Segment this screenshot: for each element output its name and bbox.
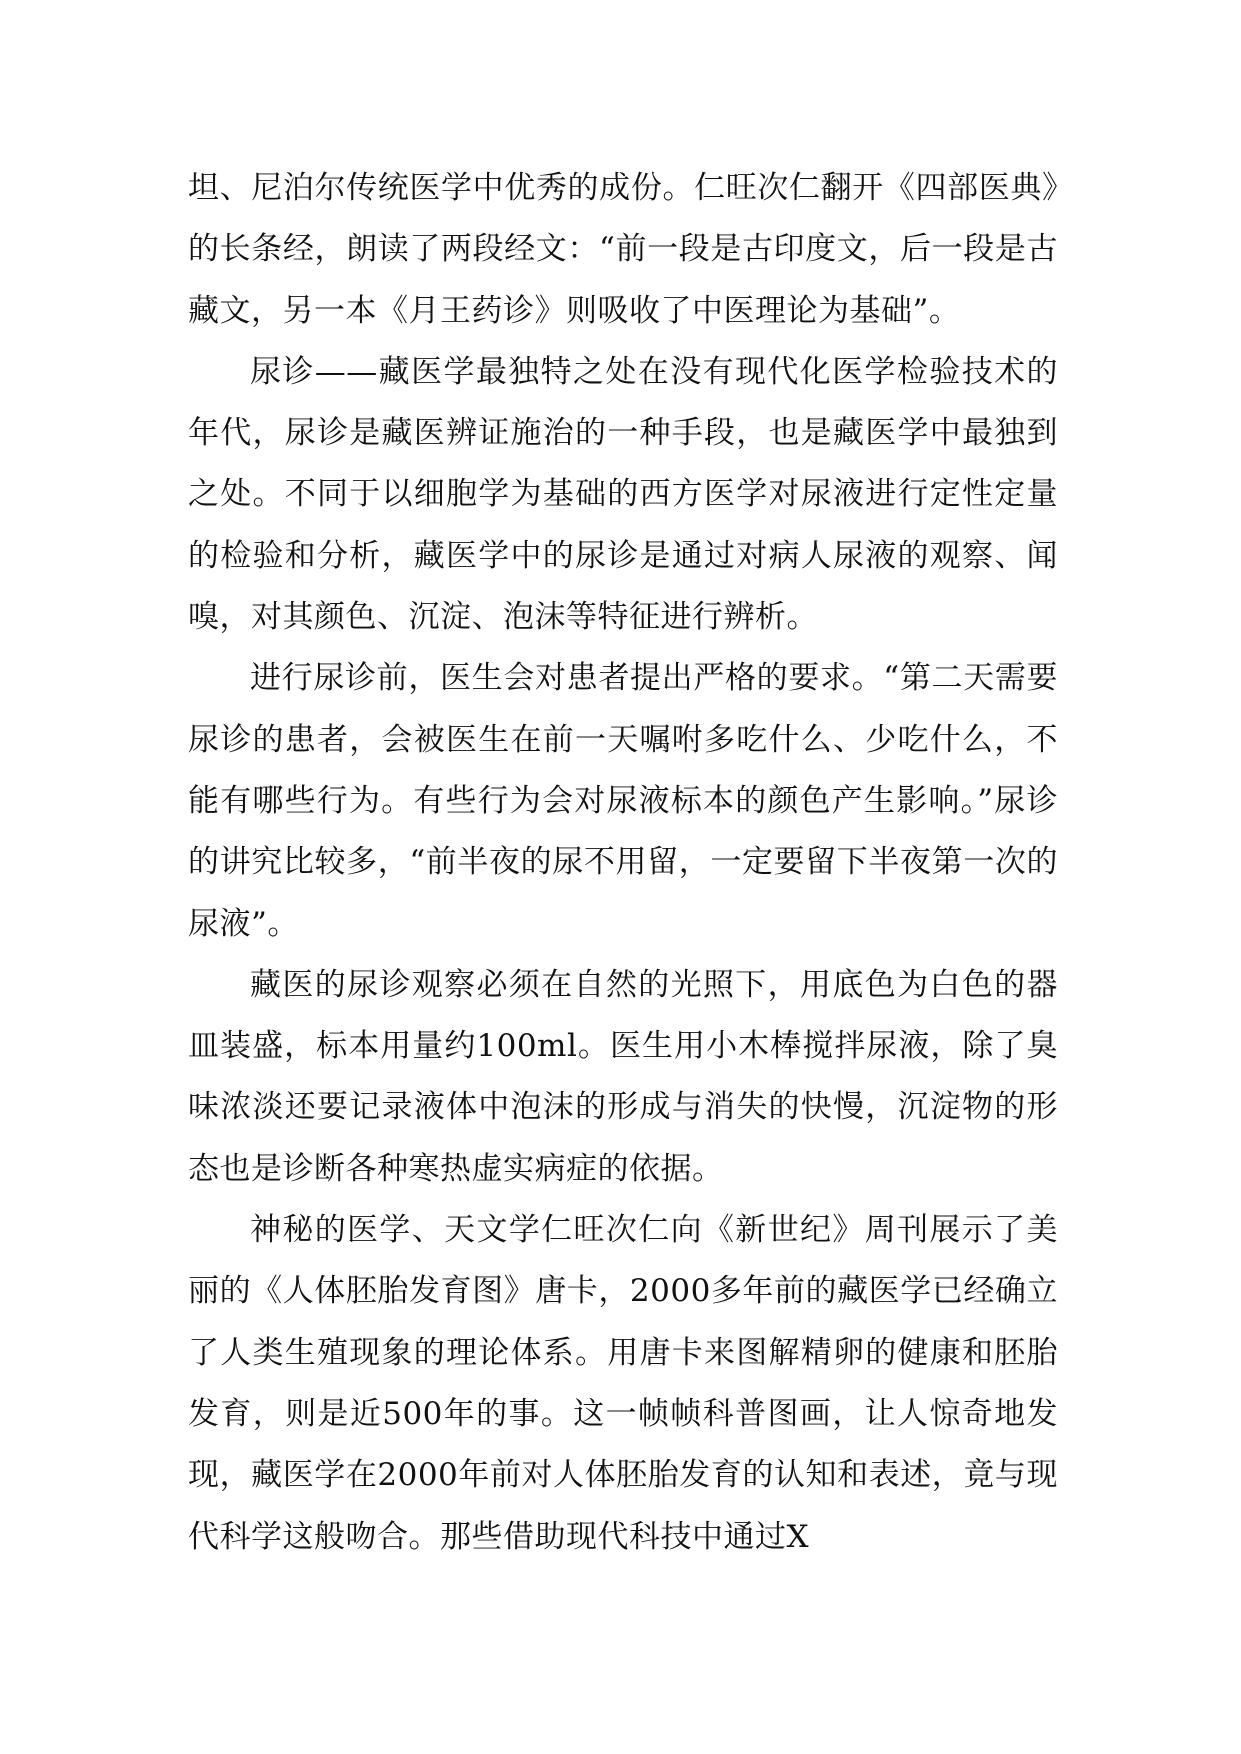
paragraph-2: 尿诊——藏医学最独特之处在没有现代化医学检验技术的年代，尿诊是藏医辨证施治的一种手段，也是藏医学中最独到之处。不同于以细胞学为基础的西方医学对尿液进行定性定量的检验和分析，藏医学中的尿诊是通过对病人尿液的观察、闻嗅，对其颜色、沉淀、泡沫等特征进行辨析。: [188, 353, 1058, 636]
paragraph-3: 进行尿诊前，医生会对患者提出严格的要求。“第二天需要尿诊的患者，会被医生在前一天嘱咐多吃什么、少吃什么，不能有哪些行为。有些行为会对尿液标本的颜色产生影响。”尿诊的讲究比较多，“前半夜的尿不用留，一定要留下半夜第一次的尿液”。: [188, 660, 1058, 942]
paragraph-4: 藏医的尿诊观察必须在自然的光照下，用底色为白色的器皿装盛，标本用量约100ml。医生用小木棒搅拌尿液，除了臭味浓淡还要记录液体中泡沫的形成与消失的快慢，沉淀物的形态也是诊断各种寒热虚实病症的依据。: [188, 966, 1058, 1187]
body-text: [188, 158, 1058, 1568]
paragraph-1: 坦、尼泊尔传统医学中优秀的成份。仁旺次仁翻开《四部医典》的长条经，朗读了两段经文：“前一段是古印度文，后一段是古藏文，另一本《月王药诊》则吸收了中医理论为基础”。: [188, 170, 1058, 329]
paragraph-5: 神秘的医学、天文学仁旺次仁向《新世纪》周刊展示了美丽的《人体胚胎发育图》唐卡，2000多年前的藏医学已经确立了人类生殖现象的理论体系。用唐卡来图解精卵的健康和胚胎发育，则是近500年的事。这一帧帧科普图画，让人惊奇地发现，藏医学在2000年前对人体胚胎发育的认知和表述，竟与现代科学这般吻合。那些借助现代科技中通过X: [188, 1212, 1058, 1555]
